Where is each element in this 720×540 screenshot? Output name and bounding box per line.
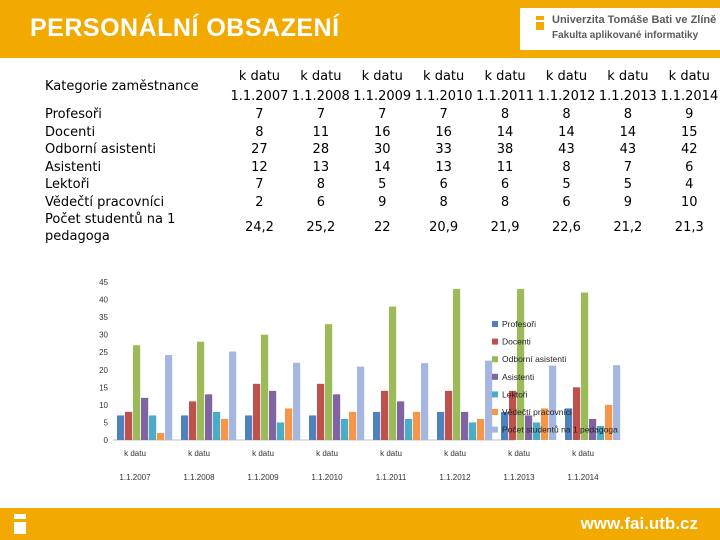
table-cell: 20,9 xyxy=(429,220,459,236)
bar xyxy=(477,419,484,440)
legend-swatch xyxy=(492,391,498,397)
table-cell: 8 xyxy=(316,177,325,192)
column-header-top: k datu xyxy=(668,68,710,84)
logo-mark-icon xyxy=(534,16,546,30)
x-tick-label: k datu xyxy=(572,449,594,458)
table-cell: 13 xyxy=(312,159,330,175)
table-cell: 14 xyxy=(496,124,514,140)
column-header-date: 1.1.2009 xyxy=(353,88,412,104)
bar xyxy=(285,408,292,440)
bar xyxy=(405,419,412,440)
row-label-line: Počet studentů na 1 xyxy=(45,212,176,227)
bar xyxy=(461,412,468,440)
table-cell: 5 xyxy=(623,177,632,192)
bar xyxy=(165,355,172,440)
table-cell: 33 xyxy=(435,142,452,157)
bar xyxy=(141,398,148,440)
table-cell: 42 xyxy=(681,142,698,157)
footer-bar xyxy=(0,508,720,540)
table-cell: 7 xyxy=(255,107,264,122)
bar xyxy=(229,352,236,440)
bar xyxy=(157,433,164,440)
table-cell: 16 xyxy=(435,124,452,140)
table-cell: 21,2 xyxy=(613,220,643,236)
legend-swatch xyxy=(492,321,498,327)
bar xyxy=(333,394,340,440)
table-cell: 7 xyxy=(623,159,632,175)
legend-label: Asistenti xyxy=(502,371,535,382)
table-cell: 9 xyxy=(378,194,387,210)
table-cell: 5 xyxy=(562,177,571,192)
bar xyxy=(469,422,476,440)
legend-swatch xyxy=(492,339,498,345)
table-cell: 38 xyxy=(496,142,514,157)
y-tick-label: 40 xyxy=(99,295,108,305)
table-row xyxy=(30,194,720,212)
x-tick-label: 1.1.2009 xyxy=(247,473,279,482)
table-header-row xyxy=(30,66,720,86)
table-cell: 14 xyxy=(619,124,637,140)
y-tick-label: 20 xyxy=(99,365,108,375)
y-tick-label: 10 xyxy=(99,400,108,410)
table-cell: 22 xyxy=(373,220,391,236)
y-tick-label: 15 xyxy=(99,383,108,393)
table-cell: 43 xyxy=(558,142,575,157)
staff-table xyxy=(30,66,720,245)
bar xyxy=(381,391,388,440)
row-label: Lektoři xyxy=(45,177,90,192)
bar xyxy=(453,289,460,440)
column-header-date: 1.1.2014 xyxy=(660,88,719,104)
table-cell: 6 xyxy=(500,177,510,192)
bar xyxy=(389,307,396,440)
bar xyxy=(117,415,124,440)
bar xyxy=(221,419,228,440)
legend-label: Lektoři xyxy=(502,389,528,400)
table-cell: 7 xyxy=(439,107,448,122)
y-tick-label: 35 xyxy=(99,313,108,323)
y-tick-label: 25 xyxy=(99,348,108,358)
legend-label: Počet studentů na 1 pedagoga xyxy=(502,424,618,435)
table-cell: 27 xyxy=(251,142,268,157)
x-tick-label: 1.1.2014 xyxy=(567,473,599,482)
column-header-top: k datu xyxy=(607,68,649,84)
bar xyxy=(421,363,428,440)
table-row xyxy=(30,159,720,177)
x-tick-label: 1.1.2011 xyxy=(375,473,407,482)
column-header-top: k datu xyxy=(545,68,588,84)
table-cell: 6 xyxy=(685,159,694,175)
table-row xyxy=(30,211,720,245)
legend-swatch xyxy=(492,356,498,362)
row-label: Asistenti xyxy=(45,159,102,175)
legend-swatch xyxy=(492,374,498,380)
table-cell: 14 xyxy=(373,159,391,175)
column-header-top: k datu xyxy=(300,68,342,84)
table-cell: 4 xyxy=(685,177,694,192)
table-cell: 11 xyxy=(312,124,330,140)
bar xyxy=(253,384,260,440)
column-header-date: 1.1.2008 xyxy=(291,88,350,104)
table-cell: 8 xyxy=(439,194,448,210)
bar xyxy=(309,415,316,440)
table-cell: 7 xyxy=(316,107,325,122)
y-tick-label: 0 xyxy=(103,436,108,445)
column-header-date: 1.1.2010 xyxy=(414,88,473,104)
bar xyxy=(605,405,612,440)
table-cell: 8 xyxy=(562,107,571,122)
bar xyxy=(181,415,188,440)
table-cell: 8 xyxy=(623,107,632,122)
table-cell: 8 xyxy=(500,107,510,122)
table-cell: 21,9 xyxy=(490,220,520,236)
staff-bar-chart xyxy=(0,275,720,497)
bar xyxy=(325,324,332,440)
bar xyxy=(133,345,140,440)
bar xyxy=(349,412,356,440)
x-tick-label: 1.1.2007 xyxy=(119,473,151,482)
logo-mark-icon xyxy=(12,514,28,534)
legend-swatch xyxy=(492,409,498,415)
table-cell: 9 xyxy=(623,194,632,210)
footer-url[interactable]: www.fai.utb.cz xyxy=(580,514,698,533)
column-header-date: 1.1.2011 xyxy=(476,88,534,104)
x-tick-label: 1.1.2010 xyxy=(311,473,343,482)
table-cell: 6 xyxy=(439,177,448,192)
bar xyxy=(245,415,252,440)
table-cell: 43 xyxy=(619,142,637,157)
bar xyxy=(373,412,380,440)
table-cell: 8 xyxy=(500,194,510,210)
bar xyxy=(197,342,204,440)
row-label: Odborní asistenti xyxy=(45,142,156,157)
bar xyxy=(445,391,452,440)
table-cell: 22,6 xyxy=(551,220,581,236)
table-row xyxy=(30,124,720,142)
university-logo xyxy=(520,8,720,50)
bar xyxy=(485,361,492,440)
table-cell: 5 xyxy=(378,177,387,192)
x-tick-label: k datu xyxy=(508,449,530,458)
y-tick-label: 45 xyxy=(99,278,108,287)
row-label: Vědečtí pracovníci xyxy=(45,194,165,210)
column-header-date: 1.1.2007 xyxy=(230,88,289,104)
bar xyxy=(397,401,404,440)
bar xyxy=(437,412,444,440)
bar xyxy=(125,412,132,440)
header-bar xyxy=(0,0,720,58)
bar xyxy=(205,394,212,440)
row-label xyxy=(30,211,229,245)
y-tick-label: 5 xyxy=(103,418,108,428)
table-cell: 24,2 xyxy=(244,220,274,236)
table-cell: 28 xyxy=(312,142,330,157)
column-header-top: k datu xyxy=(423,68,465,84)
bar xyxy=(581,293,588,440)
table-cell: 11 xyxy=(496,159,514,175)
table-cell: 6 xyxy=(562,194,571,210)
table-cell: 21,3 xyxy=(674,220,704,236)
bar xyxy=(293,363,300,440)
x-tick-label: k datu xyxy=(188,449,210,458)
x-tick-label: k datu xyxy=(444,449,466,458)
x-tick-label: k datu xyxy=(380,449,402,458)
logo-university-name: Univerzita Tomáše Bati ve Zlíně xyxy=(552,14,717,26)
table-cell: 15 xyxy=(681,124,698,140)
x-tick-label: k datu xyxy=(124,449,146,458)
table-cell: 8 xyxy=(562,159,571,175)
table-cell: 7 xyxy=(255,177,264,192)
y-tick-label: 30 xyxy=(99,330,108,340)
table-cell: 10 xyxy=(681,194,698,210)
legend-swatch xyxy=(492,427,498,433)
bar xyxy=(317,384,324,440)
row-label: Docenti xyxy=(45,124,96,140)
x-tick-label: k datu xyxy=(252,449,274,458)
table-cell: 2 xyxy=(255,194,264,210)
column-header-top: k datu xyxy=(238,68,281,84)
bar xyxy=(149,415,156,440)
page-title: PERSONÁLNÍ OBSAZENÍ xyxy=(30,14,340,42)
table-row xyxy=(30,176,720,194)
table-cell: 25,2 xyxy=(306,220,336,236)
row-label-line: pedagoga xyxy=(45,229,110,244)
x-tick-label: 1.1.2012 xyxy=(439,473,471,482)
legend-label: Vědečtí pracovníci xyxy=(502,407,572,417)
bar xyxy=(341,419,348,440)
legend-label: Odborní asistenti xyxy=(502,354,567,365)
legend-label: Docenti xyxy=(502,336,531,347)
table-cell: 12 xyxy=(251,159,268,175)
logo-faculty-name: Fakulta aplikované informatiky xyxy=(552,30,699,41)
bar xyxy=(269,391,276,440)
bar xyxy=(357,367,364,440)
bar xyxy=(189,401,196,440)
bar xyxy=(261,335,268,440)
x-tick-label: k datu xyxy=(316,449,338,458)
bar xyxy=(517,289,524,440)
table-cell: 30 xyxy=(373,142,391,157)
row-label: Profesoři xyxy=(45,107,102,122)
column-header-date: 1.1.2013 xyxy=(598,88,657,104)
legend-label: Profesoři xyxy=(502,319,537,329)
bar xyxy=(413,412,420,440)
table-cell: 13 xyxy=(435,159,452,175)
table-corner-label: Kategorie zaměstnance xyxy=(45,78,199,94)
bar xyxy=(277,422,284,440)
table-cell: 6 xyxy=(316,194,325,210)
bar xyxy=(213,412,220,440)
column-header-top: k datu xyxy=(484,68,526,84)
column-header-top: k datu xyxy=(361,68,403,84)
table-cell: 7 xyxy=(378,107,387,122)
table-row xyxy=(30,106,720,124)
table-cell: 9 xyxy=(685,107,694,122)
table-cell: 16 xyxy=(373,124,391,140)
table-cell: 14 xyxy=(558,124,575,140)
table-cell: 8 xyxy=(255,124,264,140)
x-tick-label: 1.1.2008 xyxy=(183,473,215,482)
table-row xyxy=(30,141,720,159)
x-tick-label: 1.1.2013 xyxy=(503,473,535,482)
column-header-date: 1.1.2012 xyxy=(537,88,596,104)
